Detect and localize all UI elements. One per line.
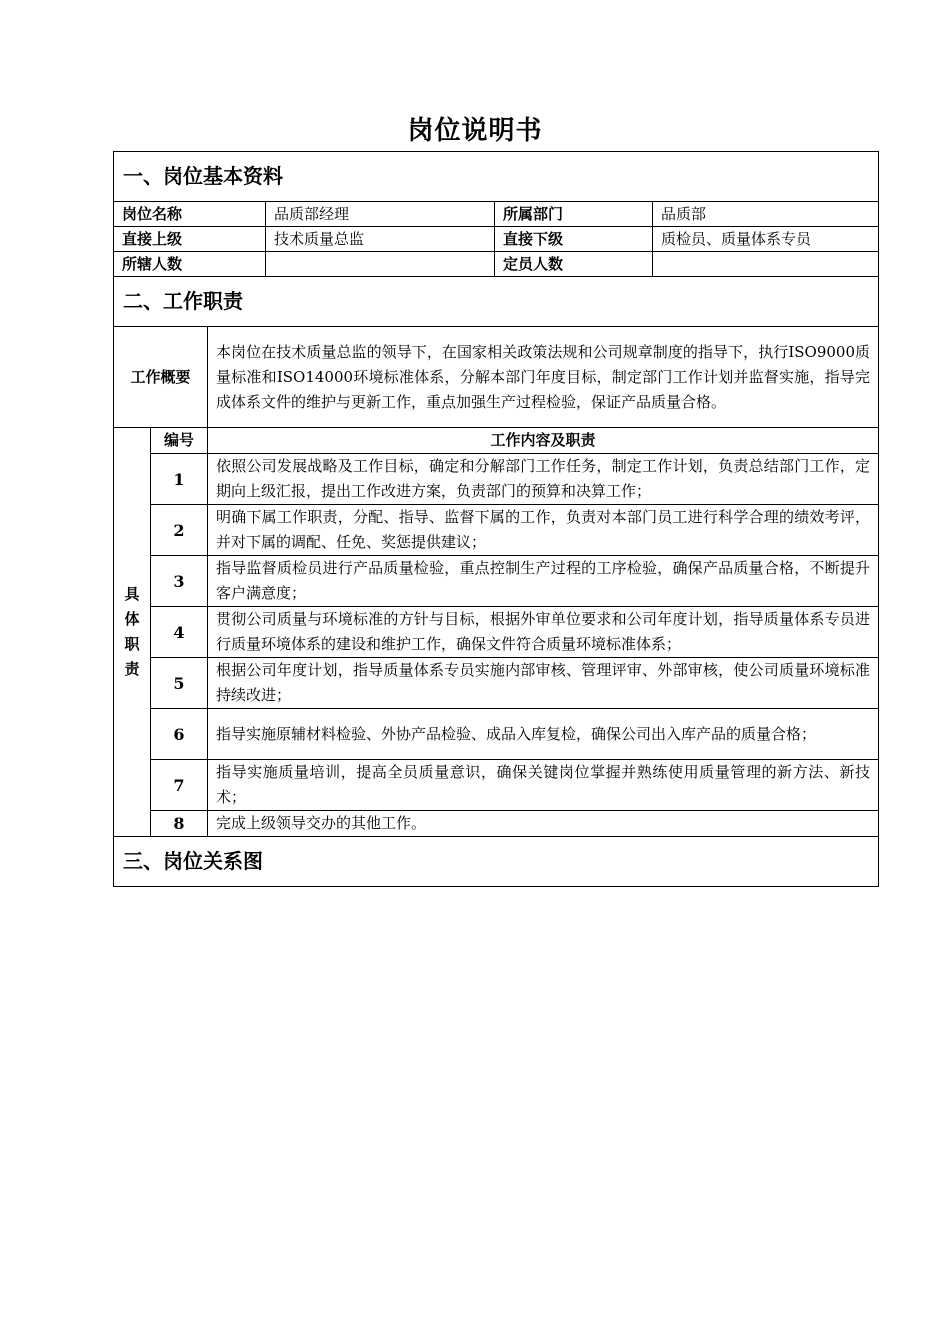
duty-number: 3 bbox=[151, 556, 208, 607]
duty-row bbox=[114, 811, 879, 837]
duty-row bbox=[114, 454, 879, 505]
subordinates-label: 直接下级 bbox=[495, 227, 653, 252]
number-column-header: 编号 bbox=[151, 428, 208, 454]
duty-row bbox=[114, 505, 879, 556]
subordinates-value: 质检员、质量体系专员 bbox=[653, 227, 879, 252]
side-char: 职 bbox=[124, 635, 140, 653]
position-name-label: 岗位名称 bbox=[114, 202, 266, 227]
duty-text: 贯彻公司质量与环境标准的方针与目标，根据外审单位要求和公司年度计划，指导质量体系专员进行质量环境体系的建设和维护工作，确保文件符合质量环境标准体系； bbox=[208, 607, 879, 658]
side-char: 具 bbox=[124, 585, 140, 603]
duty-number: 6 bbox=[151, 709, 208, 760]
job-description-table bbox=[113, 151, 879, 887]
duty-text: 指导实施质量培训，提高全员质量意识，确保关键岗位掌握并熟练使用质量管理的新方法、新技术； bbox=[208, 760, 879, 811]
duty-number: 7 bbox=[151, 760, 208, 811]
duty-text: 明确下属工作职责，分配、指导、监督下属的工作，负责对本部门员工进行科学合理的绩效考评，并对下属的调配、任免、奖惩提供建议； bbox=[208, 505, 879, 556]
duty-row bbox=[114, 556, 879, 607]
duty-text: 根据公司年度计划，指导质量体系专员实施内部审核、管理评审、外部审核，使公司质量环境标准持续改进； bbox=[208, 658, 879, 709]
headcount-value bbox=[653, 252, 879, 277]
duty-number: 8 bbox=[151, 811, 208, 837]
duty-row bbox=[114, 709, 879, 760]
content-column-header: 工作内容及职责 bbox=[208, 428, 879, 454]
summary-text: 本岗位在技术质量总监的领导下，在国家相关政策法规和公司规章制度的指导下，执行ISO9000质量标准和ISO14000环境标准体系，分解本部门年度目标，制定部门工作计划并监督实施，指导完成体系文件的维护与更新工作，重点加强生产过程检验，保证产品质量合格。 bbox=[208, 327, 879, 428]
section-relations-row bbox=[114, 837, 879, 887]
side-char: 责 bbox=[124, 660, 140, 678]
supervisor-label: 直接上级 bbox=[114, 227, 266, 252]
managed-count-value bbox=[266, 252, 495, 277]
info-row-1 bbox=[114, 202, 879, 227]
section-basic-heading: 一、岗位基本资料 bbox=[114, 152, 879, 202]
duties-side-label bbox=[114, 428, 151, 837]
info-row-2 bbox=[114, 227, 879, 252]
headcount-label: 定员人数 bbox=[495, 252, 653, 277]
section-duties-row bbox=[114, 277, 879, 327]
department-label: 所属部门 bbox=[495, 202, 653, 227]
section-duties-heading: 二、工作职责 bbox=[114, 277, 879, 327]
info-row-3 bbox=[114, 252, 879, 277]
duty-row bbox=[114, 607, 879, 658]
duty-number: 4 bbox=[151, 607, 208, 658]
position-name-value: 品质部经理 bbox=[266, 202, 495, 227]
duty-text: 完成上级领导交办的其他工作。 bbox=[208, 811, 879, 837]
duty-number: 1 bbox=[151, 454, 208, 505]
duty-header-row bbox=[114, 428, 879, 454]
summary-label: 工作概要 bbox=[114, 327, 208, 428]
supervisor-value: 技术质量总监 bbox=[266, 227, 495, 252]
duty-text: 指导实施原辅材料检验、外协产品检验、成品入库复检，确保公司出入库产品的质量合格； bbox=[208, 709, 879, 760]
department-value: 品质部 bbox=[653, 202, 879, 227]
duty-text: 依照公司发展战略及工作目标，确定和分解部门工作任务，制定工作计划，负责总结部门工作，定期向上级汇报，提出工作改进方案，负责部门的预算和决算工作； bbox=[208, 454, 879, 505]
managed-count-label: 所辖人数 bbox=[114, 252, 266, 277]
duty-text: 指导监督质检员进行产品质量检验，重点控制生产过程的工序检验，确保产品质量合格，不断提升客户满意度； bbox=[208, 556, 879, 607]
section-relations-heading: 三、岗位关系图 bbox=[114, 837, 879, 887]
duty-number: 5 bbox=[151, 658, 208, 709]
side-char: 体 bbox=[124, 610, 140, 628]
duty-row bbox=[114, 658, 879, 709]
document-title: 岗位说明书 bbox=[407, 116, 543, 146]
duty-number: 2 bbox=[151, 505, 208, 556]
summary-row bbox=[114, 327, 879, 428]
duty-row bbox=[114, 760, 879, 811]
section-basic-row bbox=[114, 152, 879, 202]
